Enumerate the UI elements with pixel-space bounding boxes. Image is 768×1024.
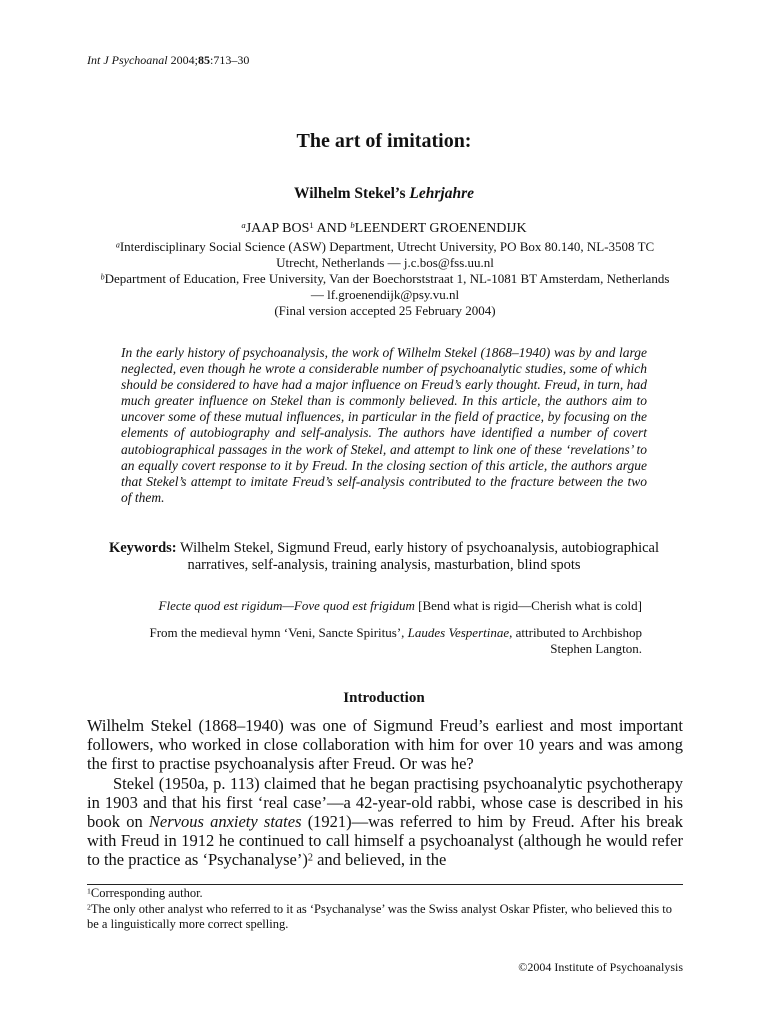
text-segment: [Bend what is rigid—Cherish what is cold] xyxy=(414,598,642,613)
superscript-marker: a xyxy=(241,220,246,231)
text-segment: and believed, in the xyxy=(312,850,447,870)
text-segment: Wilhelm Stekel, Sigmund Freud, early history of psychoanalysis, autobiographical narratives, self-analysis, training analysis, masturbation, blind spots xyxy=(176,540,660,573)
article-subtitle xyxy=(0,185,768,203)
intro-paragraph-2 xyxy=(87,774,683,870)
text-segment: Laudes Vespertinae xyxy=(407,624,510,640)
text-segment: From the medieval hymn ‘Veni, Sancte Spiritus’, xyxy=(149,624,408,640)
text-segment: Int J Psychoanal xyxy=(87,53,168,67)
copyright-notice: ©2004 Institute of Psychoanalysis xyxy=(518,960,683,974)
intro-paragraph-1 xyxy=(87,716,683,774)
footnote-1 xyxy=(87,886,683,902)
text-segment: Stekel (1950a, p. 113) claimed that he began practising psychoanalytic psychotherapy in 1903 and that his first ‘real case’—a 42-year-old rabbi, whose case is described in his book on xyxy=(87,773,683,832)
text-segment: The only other analyst who referred to it as ‘Psychanalyse’ was the Swiss analyst Oskar Pfister, who believed this to be a linguistically more correct spelling. xyxy=(87,901,672,931)
affiliation-a xyxy=(100,239,670,271)
text-segment: Department of Education, Free University, Van der Boechorststraat 1, NL-1081 BT Amsterdam, Netherlands — lf.groenendijk@psy.vu.nl xyxy=(104,271,670,302)
author-line xyxy=(0,221,768,237)
footnote-divider xyxy=(87,884,683,885)
journal-citation xyxy=(87,53,249,68)
text-segment: AND xyxy=(313,221,351,236)
text-segment: 85 xyxy=(198,53,210,67)
text-segment: Interdisciplinary Social Science (ASW) Department, Utrecht University, PO Box 80.140, NL-3508 TC Utrecht, Netherlands — j.c.bos@fss.uu.nl xyxy=(119,239,655,270)
section-heading-introduction: Introduction xyxy=(343,690,425,706)
epigraph-source xyxy=(120,625,642,658)
keywords xyxy=(84,540,684,574)
text-segment: JAAP BOS xyxy=(245,221,310,236)
text-segment: Nervous anxiety states xyxy=(148,812,302,832)
text-segment: Flecte quod est rigidum—Fove quod est frigidum xyxy=(158,598,415,613)
text-segment: Keywords: xyxy=(108,540,177,556)
text-segment: , attributed to Archbishop Stephen Langton. xyxy=(509,624,642,656)
epigraph-quote xyxy=(120,598,642,615)
footnotes xyxy=(87,886,683,933)
superscript-marker: 1 xyxy=(309,220,314,231)
text-segment: Wilhelm Stekel’s xyxy=(294,185,410,202)
superscript-marker: 2 xyxy=(307,852,313,864)
superscript-marker: 1 xyxy=(87,886,91,896)
superscript-marker: b xyxy=(100,272,105,282)
text-segment: 2004; xyxy=(167,53,198,67)
affiliation-b xyxy=(100,271,670,303)
abstract: In the early history of psychoanalysis, the work of Wilhelm Stekel (1868–1940) was by and large neglected, even though he wrote a considerable number of psychoanalytic studies, some of which should be considered to have had a major influence on Freud’s early thought. Freud, in turn, had much greater influence on Stekel than is commonly believed. In this article, the authors aim to uncover some of these mutual influences, in particular in the field of practice, by focusing on the elements of autobiography and self-analysis. The authors have identified a number of covert autobiographical passages in the work of Stekel, and attempt to link one of these ‘revelations’ to an equally covert response to it by Freud. In the closing section of this article, the authors argue that Stekel’s attempt to imitate Freud’s self-analysis contributed to the fracture between the two of them. xyxy=(121,345,647,505)
footnote-2 xyxy=(87,902,683,933)
text-segment: LEENDERT GROENENDIJK xyxy=(354,221,527,236)
epigraph xyxy=(120,598,642,658)
affiliations xyxy=(100,239,670,319)
introduction-body xyxy=(87,716,683,870)
superscript-marker: 2 xyxy=(87,902,91,912)
text-segment: Wilhelm Stekel (1868–1940) was one of Sigmund Freud’s earliest and most important followers, who worked in close collaboration with him for over 10 years and was among the first to practise psychoanalysis after Freud. Or was he? xyxy=(87,716,683,774)
article-title: The art of imitation: xyxy=(296,130,472,152)
text-segment: :713–30 xyxy=(210,53,250,67)
text-segment: (1921)—was referred to him by Freud. After his break with Freud in 1912 he continued to call himself a psychoanalyst (although he would refer to the practice as ‘Psychanalyse’) xyxy=(87,812,684,870)
text-segment: Corresponding author. xyxy=(90,886,203,900)
superscript-marker: a xyxy=(115,240,120,250)
text-segment: (Final version accepted 25 February 2004) xyxy=(274,303,496,318)
acceptance-note xyxy=(100,303,670,319)
superscript-marker: b xyxy=(350,220,355,231)
text-segment: Lehrjahre xyxy=(409,185,474,202)
